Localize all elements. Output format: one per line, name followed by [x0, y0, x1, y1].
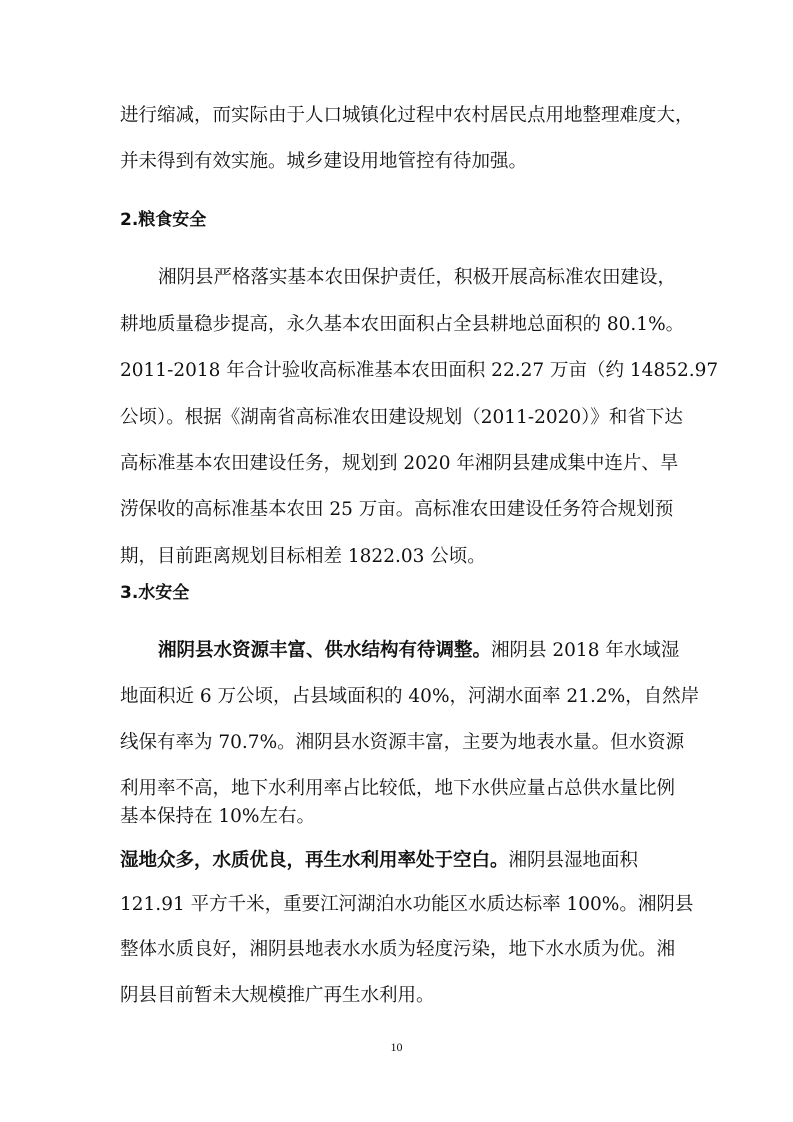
- bold-lead-sentence: 湿地众多，水质优良，再生水利用率处于空白。: [120, 850, 509, 871]
- bold-lead-sentence: 湘阴县水资源丰富、供水结构有待调整。: [158, 640, 492, 661]
- line-continuation: 湘阴县 2018 年水域湿: [491, 640, 680, 661]
- section-heading-food-security: 2.粮食安全: [120, 210, 207, 230]
- paragraph-line: 期，目前距离规划目标相差 1822.03 公顷。: [120, 546, 486, 567]
- paragraph-line: 地面积近 6 万公顷，占县域面积的 40%，河湖水面率 21.2%，自然岸: [120, 686, 700, 707]
- paragraph-line: 涝保收的高标准基本农田 25 万亩。高标准农田建设任务符合规划预: [120, 499, 674, 520]
- paragraph-line: 利用率不高，地下水利用率占比较低，地下水供应量占总供水量比例: [120, 778, 676, 799]
- page-number: 10: [390, 1040, 403, 1054]
- paragraph-line: 并未得到有效实施。城乡建设用地管控有待加强。: [120, 151, 528, 172]
- paragraph-line: [120, 849, 638, 873]
- paragraph-line: 耕地质量稳步提高，永久基本农田面积占全县耕地总面积的 80.1%。: [120, 314, 685, 335]
- paragraph-line: 2011-2018 年合计验收高标准基本农田面积 22.27 万亩（约 14852.97: [120, 360, 719, 381]
- section-heading-water-security: 3.水安全: [120, 583, 190, 603]
- paragraph-line: 公顷）。根据《湖南省高标准农田建设规划（2011-2020）》和省下达: [120, 407, 683, 428]
- paragraph-line: 高标准基本农田建设任务，规划到 2020 年湘阴县建成集中连片、旱: [120, 453, 679, 474]
- paragraph-line: 湘阴县严格落实基本农田保护责任，积极开展高标准农田建设，: [158, 267, 677, 288]
- paragraph-line: 基本保持在 10%左右。: [120, 806, 316, 827]
- paragraph-line: 整体水质良好，湘阴县地表水水质为轻度污染，地下水水质为优。湘: [120, 939, 676, 960]
- paragraph-line: 阴县目前暂未大规模推广再生水利用。: [120, 985, 435, 1006]
- paragraph-line: 线保有率为 70.7%。湘阴县水资源丰富，主要为地表水量。但水资源: [120, 732, 685, 753]
- line-continuation: 湘阴县湿地面积: [508, 850, 639, 871]
- paragraph-line: 进行缩减，而实际由于人口城镇化过程中农村居民点用地整理难度大，: [120, 105, 694, 126]
- paragraph-line: [158, 639, 679, 663]
- paragraph-line: 121.91 平方千米，重要江河湖泊水功能区水质达标率 100%。湘阴县: [120, 894, 694, 915]
